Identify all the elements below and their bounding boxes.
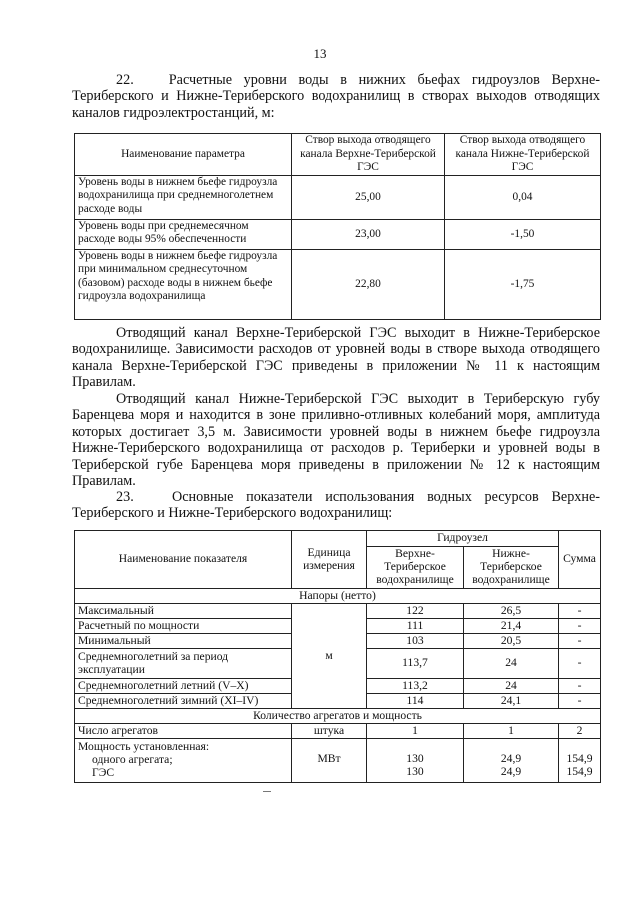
- header-upper-outlet: Створ выхода отводящего канала Верхне-Териберской ГЭС: [292, 134, 445, 176]
- section-23-text: Основные показатели использования водных ресурсов Верхне-Териберского и Нижне-Териберского водохранилищ:: [72, 489, 600, 522]
- scan-mark: [263, 791, 271, 792]
- power-label: Мощность установленная:: [78, 740, 210, 753]
- table-row: [75, 739, 601, 783]
- header-indicator: Наименование показателя: [75, 531, 292, 589]
- row-lower-value: 1: [464, 724, 559, 739]
- row-name: Среднемноголетний за период эксплуатации: [75, 649, 292, 679]
- row-upper-value: 1: [367, 724, 464, 739]
- row-sum-value: -: [559, 649, 601, 679]
- row-sum-value: -: [559, 694, 601, 709]
- row-lower-value: 21,4: [464, 619, 559, 634]
- section-units-title: Количество агрегатов и мощность: [75, 709, 601, 724]
- power-name-cell: [75, 739, 292, 783]
- section-units-row: [75, 709, 601, 724]
- row-name: Уровень воды в нижнем бьефе гидроузла водохранилища при среднемноголетнем расходе воды: [75, 176, 292, 220]
- row-unit: штука: [292, 724, 367, 739]
- table-row: [75, 220, 601, 250]
- water-levels-table: [74, 133, 601, 320]
- page-number: 13: [313, 46, 327, 61]
- section-heads-row: [75, 589, 601, 604]
- power-upper-cell: [367, 739, 464, 783]
- section-22-number: 22.: [116, 72, 134, 88]
- table-header-row: [75, 531, 601, 547]
- water-use-indicators-table: [74, 530, 601, 783]
- row-upper-value: 25,00: [292, 176, 445, 220]
- power-upper-station-value: 130: [406, 764, 424, 778]
- row-name: Уровень воды в нижнем бьефе гидроузла при минимальном среднесуточном (базовом) расходе воды в нижнем бьефе гидроузла водохранилища: [75, 250, 292, 320]
- power-lower-unit-value: 24,9: [500, 752, 522, 765]
- power-sub-station: ГЭС: [92, 765, 115, 779]
- power-sum-station-value: 154,9: [566, 764, 593, 778]
- row-sum-value: 2: [559, 724, 601, 739]
- row-upper-value: 122: [367, 604, 464, 619]
- row-lower-value: 20,5: [464, 634, 559, 649]
- table-header-row: [75, 134, 601, 176]
- row-name: Максимальный: [75, 604, 292, 619]
- table-row: [75, 604, 601, 619]
- row-upper-value: 22,80: [292, 250, 445, 320]
- row-lower-value: 24,1: [464, 694, 559, 709]
- row-upper-value: 111: [367, 619, 464, 634]
- header-parameter: Наименование параметра: [75, 134, 292, 176]
- row-sum-value: -: [559, 634, 601, 649]
- power-lower-cell: [464, 739, 559, 783]
- row-lower-value: -1,75: [445, 250, 601, 320]
- power-unit: МВт: [292, 739, 367, 783]
- section-22-paragraph: [72, 72, 600, 121]
- power-sub-unit: одного агрегата;: [92, 752, 173, 766]
- row-upper-value: 113,2: [367, 679, 464, 694]
- row-upper-value: 103: [367, 634, 464, 649]
- row-lower-value: 24: [464, 679, 559, 694]
- table-row: [75, 250, 601, 320]
- header-sum: Сумма: [559, 531, 601, 589]
- header-unit: Единица измерения: [292, 531, 367, 589]
- table-row: [75, 176, 601, 220]
- row-name: Число агрегатов: [75, 724, 292, 739]
- row-name: Среднемноголетний летний (V–X): [75, 679, 292, 694]
- paragraph-lower-canal: [72, 391, 600, 489]
- row-upper-value: 114: [367, 694, 464, 709]
- row-lower-value: 0,04: [445, 176, 601, 220]
- header-lower-outlet: Створ выхода отводящего канала Нижне-Териберской ГЭС: [445, 134, 601, 176]
- row-name: Уровень воды при среднемесячном расходе воды 95% обеспеченности: [75, 220, 292, 250]
- paragraph-text: Отводящий канал Верхне-Териберской ГЭС выходит в Нижне-Териберское водохранилище. Зависимости расходов от уровней воды в створе выхода отводящего канала Верхне-Териберской ГЭС приведены в приложении № 11 к настоящим Правилам.: [72, 325, 600, 391]
- paragraph-upper-canal: [72, 325, 600, 391]
- section-22-text: Расчетные уровни воды в нижних бьефах гидроузлов Верхне-Териберского и Нижне-Териберского водохранилищ в створах выходов отводящих каналов гидроэлектростанций, м:: [72, 72, 601, 121]
- row-lower-value: -1,50: [445, 220, 601, 250]
- power-sum-unit-value: 154,9: [566, 752, 593, 765]
- section-heads-title: Напоры (нетто): [75, 589, 601, 604]
- row-upper-value: 113,7: [367, 649, 464, 679]
- header-upper-reservoir: Верхне-Териберское водохранилище: [367, 547, 464, 589]
- row-name: Расчетный по мощности: [75, 619, 292, 634]
- table-row: [75, 724, 601, 739]
- row-sum-value: -: [559, 679, 601, 694]
- head-unit-cell: м: [292, 604, 367, 709]
- power-lower-station-value: 24,9: [500, 764, 522, 778]
- power-sum-cell: [559, 739, 601, 783]
- row-lower-value: 24: [464, 649, 559, 679]
- row-name: Среднемноголетний зимний (XI–IV): [75, 694, 292, 709]
- power-upper-unit-value: 130: [406, 752, 424, 765]
- row-sum-value: -: [559, 604, 601, 619]
- section-23-paragraph: [72, 489, 600, 522]
- paragraph-text: Отводящий канал Нижне-Териберской ГЭС выходит в Териберскую губу Баренцева моря и находится в зоне приливно-отливных колебаний моря, амплитуда которых достигает 3,5 м. Зависимости уровней воды в нижнем бьефе гидроузла Нижне-Териберского водохранилища от расходов р. Териберки и уровней воды в Териберской губе Баренцева моря приведены в приложении № 12 к настоящим Правилам.: [72, 391, 600, 490]
- section-23-number: 23.: [116, 489, 134, 505]
- row-lower-value: 26,5: [464, 604, 559, 619]
- row-name: Минимальный: [75, 634, 292, 649]
- row-upper-value: 23,00: [292, 220, 445, 250]
- header-lower-reservoir: Нижне-Териберское водохранилище: [464, 547, 559, 589]
- header-hydro-node: Гидроузел: [367, 531, 559, 547]
- row-sum-value: -: [559, 619, 601, 634]
